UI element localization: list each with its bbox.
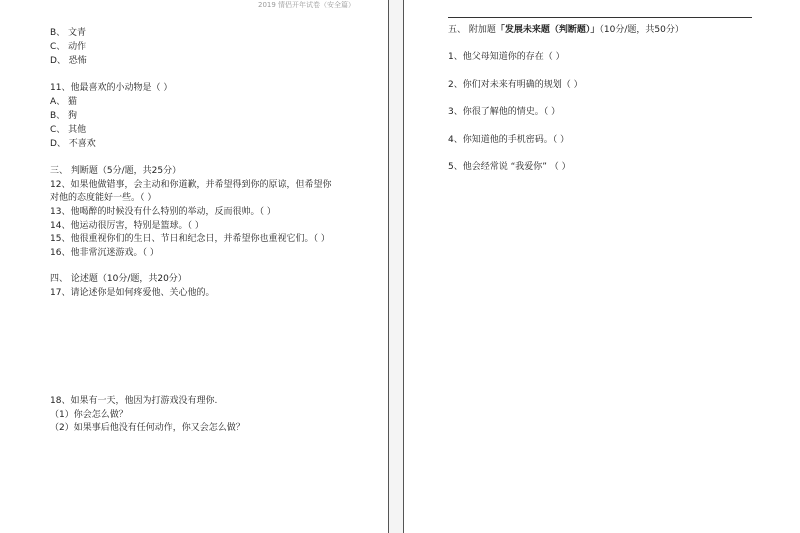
question-18-part-1: （1）你会怎么做？ — [50, 410, 128, 420]
question-5-5: 5、他会经常说 “我爱你” （ ） — [448, 162, 571, 172]
question-17: 17、请论述你是如何疼爱他、关心他的。 — [50, 288, 215, 298]
page-gutter — [388, 0, 404, 533]
question-5-4: 4、你知道他的手机密码。（ ） — [448, 135, 570, 145]
question-13: 13、他喝醉的时候没有什么特别的举动，反而很帅。（ ） — [50, 207, 276, 217]
option-a-text: A、 猫 — [50, 97, 78, 107]
option-b-text: B、 文青 — [50, 28, 87, 38]
question-18: 18、如果有一天，他因为打游戏没有理你. — [50, 396, 218, 406]
option-c-text: C、 动作 — [50, 42, 87, 52]
question-14: 14、他运动很厉害，特别是篮球。（ ） — [50, 221, 204, 231]
section-5-title — [448, 24, 684, 36]
question-18-part-2: （2）如果事后他没有任何动作，你又会怎么做？ — [50, 423, 245, 433]
section-4-title: 四、 论述题（10分/题，共20分） — [50, 274, 187, 284]
page-header: 2019 情侣开年试卷（安全篇） — [258, 1, 356, 9]
question-5-3: 3、你很了解他的情史。（ ） — [448, 107, 561, 117]
option-d-text: D、 不喜欢 — [50, 139, 96, 149]
question-5-2: 2、你们对未来有明确的规划（ ） — [448, 80, 583, 90]
question-5-1: 1、他父母知道你的存在（ ） — [448, 52, 565, 62]
question-16: 16、他非常沉迷游戏。（ ） — [50, 248, 159, 258]
section-5-prefix: 五、 附加题 — [448, 25, 496, 35]
right-top-rule — [448, 17, 752, 18]
question-12-cont: 对他的态度能好一些。（ ） — [50, 193, 157, 203]
option-c-text: C、 其他 — [50, 125, 87, 135]
section-3-title: 三、 判断题（5分/题，共25分） — [50, 166, 182, 176]
option-d-text: D、 恐怖 — [50, 56, 87, 66]
page-edge-left — [388, 0, 389, 533]
question-11: 11、他最喜欢的小动物是（ ） — [50, 83, 173, 93]
left-page — [0, 0, 388, 533]
section-5-points: （10分/题，共50分） — [599, 25, 684, 35]
option-b-text: B、 狗 — [50, 111, 78, 121]
question-12: 12、如果他做错事，会主动和你道歉，并希望得到你的原谅，但希望你 — [50, 180, 332, 190]
question-15: 15、他很重视你们的生日、节日和纪念日，并希望你也重视它们。（ ） — [50, 234, 330, 244]
section-5-name: 「发展未来题（判断题）」 — [495, 25, 600, 35]
